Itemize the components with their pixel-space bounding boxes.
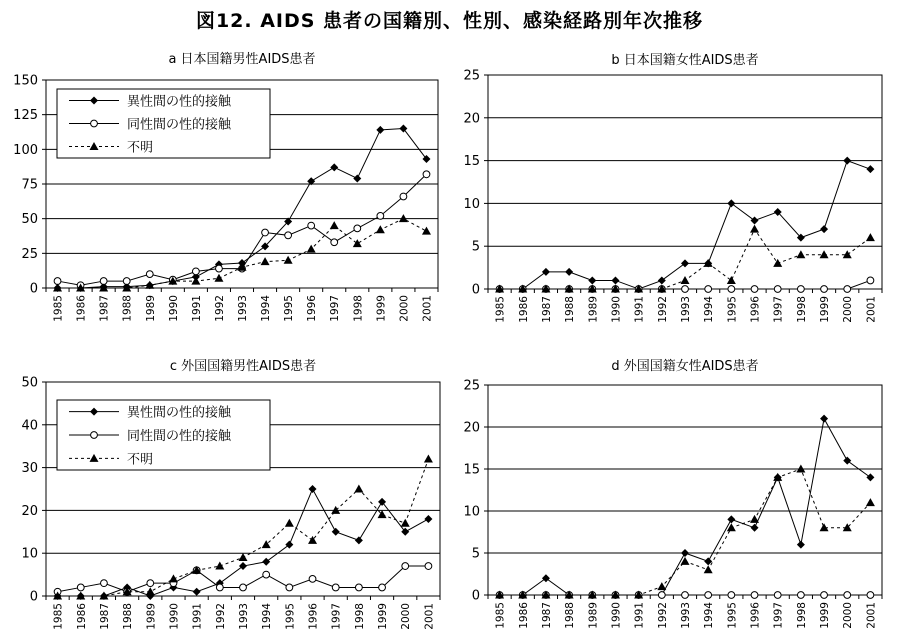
x-tick-label: 1996 — [749, 602, 762, 629]
y-tick-label: 50 — [21, 375, 38, 391]
x-tick-label: 1987 — [540, 602, 553, 629]
data-point-homosexual — [705, 286, 712, 293]
y-tick-label: 30 — [21, 461, 38, 477]
x-tick-label: 1992 — [656, 602, 669, 629]
legend-label-unknown: 不明 — [127, 140, 154, 156]
x-tick-label: 1990 — [168, 603, 181, 630]
x-tick-label: 1990 — [610, 602, 623, 629]
data-point-homosexual — [354, 225, 361, 232]
data-point-homosexual — [797, 286, 804, 293]
y-tick-label: 10 — [463, 504, 480, 520]
x-tick-label: 1993 — [680, 602, 692, 629]
x-tick-label: 1992 — [213, 295, 226, 322]
x-tick-label: 1995 — [284, 603, 297, 630]
x-tick-label: 1987 — [98, 295, 111, 322]
data-point-homosexual — [285, 232, 292, 239]
legend-label-heterosexual: 異性間の性的接触 — [127, 94, 232, 110]
y-tick-label: 15 — [463, 462, 480, 478]
data-point-homosexual — [844, 286, 851, 293]
data-point-homosexual — [192, 268, 199, 275]
data-point-homosexual — [682, 592, 689, 599]
y-tick-label: 20 — [463, 420, 480, 436]
x-tick-label: 1998 — [352, 295, 365, 322]
x-tick-label: 1993 — [238, 603, 250, 630]
chart-c-foreign-male — [21, 358, 440, 630]
data-point-homosexual — [821, 286, 828, 293]
x-tick-label: 1997 — [330, 603, 343, 630]
data-point-homosexual — [377, 212, 384, 219]
chart-d-foreign-female — [463, 358, 882, 629]
data-point-homosexual — [728, 286, 735, 293]
x-tick-label: 1994 — [261, 603, 274, 630]
x-tick-label: 2000 — [400, 603, 413, 630]
x-tick-label: 1989 — [587, 296, 600, 323]
chart-a-japanese-male — [13, 51, 438, 322]
data-point-homosexual — [77, 584, 84, 591]
x-tick-label: 1986 — [517, 602, 530, 629]
data-point-homosexual — [658, 592, 665, 599]
data-point-homosexual — [400, 193, 407, 200]
y-tick-label: 20 — [21, 503, 38, 519]
x-tick-label: 1989 — [587, 602, 600, 629]
y-tick-label: 5 — [471, 546, 480, 562]
y-tick-label: 100 — [13, 142, 38, 158]
y-tick-label: 125 — [13, 108, 38, 124]
x-tick-label: 1997 — [772, 296, 785, 323]
x-tick-label: 1989 — [145, 603, 158, 630]
y-tick-label: 10 — [463, 196, 480, 212]
y-tick-label: 10 — [21, 546, 38, 562]
data-point-homosexual — [216, 265, 223, 272]
y-tick-label: 25 — [463, 68, 480, 84]
data-point-homosexual — [867, 592, 874, 599]
y-tick-label: 0 — [29, 589, 38, 605]
x-tick-label: 1996 — [749, 296, 762, 323]
y-tick-label: 20 — [463, 111, 480, 127]
data-point-homosexual — [216, 584, 223, 591]
y-tick-label: 5 — [471, 239, 480, 255]
x-tick-label: 1990 — [610, 296, 623, 323]
legend-label-heterosexual: 異性間の性的接触 — [127, 405, 232, 421]
data-point-homosexual — [331, 239, 338, 246]
data-point-homosexual — [54, 278, 61, 285]
y-tick-label: 75 — [21, 177, 38, 193]
x-tick-label: 1994 — [260, 295, 273, 322]
x-tick-label: 1988 — [122, 603, 135, 630]
y-tick-label: 0 — [471, 282, 480, 298]
x-tick-label: 1991 — [633, 602, 646, 629]
data-point-homosexual — [100, 278, 107, 285]
data-point-homosexual — [844, 592, 851, 599]
x-tick-label: 1991 — [633, 296, 646, 323]
x-tick-label: 1985 — [494, 602, 507, 629]
x-tick-label: 1987 — [540, 296, 553, 323]
x-tick-label: 2001 — [865, 296, 878, 323]
x-tick-label: 1998 — [353, 603, 366, 630]
x-tick-label: 1999 — [819, 602, 832, 629]
x-tick-label: 1986 — [75, 603, 88, 630]
subplot-title: a 日本国籍男性AIDS患者 — [168, 52, 316, 67]
figure-title: 図12. AIDS 患者の国籍別、性別、感染経路別年次推移 — [195, 10, 704, 32]
x-tick-label: 1999 — [377, 603, 390, 630]
x-tick-label: 1991 — [190, 295, 203, 322]
x-tick-label: 1986 — [517, 296, 530, 323]
x-tick-label: 1996 — [306, 295, 319, 322]
x-tick-label: 1999 — [375, 295, 388, 322]
data-point-homosexual — [751, 286, 758, 293]
data-point-homosexual — [147, 580, 154, 587]
data-point-homosexual — [402, 563, 409, 570]
subplot-title: d 外国国籍女性AIDS患者 — [611, 359, 759, 374]
y-tick-label: 0 — [471, 588, 480, 604]
data-point-homosexual — [240, 584, 247, 591]
data-point-homosexual — [797, 592, 804, 599]
x-tick-label: 2001 — [865, 602, 878, 629]
x-tick-label: 2001 — [423, 603, 436, 630]
legend-marker-homosexual — [91, 120, 98, 127]
data-point-homosexual — [309, 575, 316, 582]
x-tick-label: 1999 — [819, 296, 832, 323]
data-point-homosexual — [728, 592, 735, 599]
data-point-homosexual — [262, 229, 269, 236]
x-tick-label: 1998 — [795, 296, 808, 323]
data-point-homosexual — [751, 592, 758, 599]
x-tick-label: 1988 — [564, 602, 577, 629]
legend-label-homosexual: 同性間の性的接触 — [127, 117, 232, 133]
x-tick-label: 2001 — [421, 295, 434, 322]
data-point-homosexual — [308, 222, 315, 229]
y-tick-label: 25 — [463, 378, 480, 394]
data-point-homosexual — [821, 592, 828, 599]
x-tick-label: 1995 — [726, 296, 739, 323]
x-tick-label: 1992 — [656, 296, 669, 323]
x-tick-label: 2000 — [398, 295, 411, 322]
x-tick-label: 1996 — [307, 603, 320, 630]
x-tick-label: 1993 — [237, 295, 249, 322]
chart-b-japanese-female — [463, 52, 882, 323]
x-tick-label: 1993 — [680, 296, 692, 323]
x-tick-label: 1995 — [726, 602, 739, 629]
data-point-homosexual — [425, 563, 432, 570]
x-tick-label: 1988 — [564, 296, 577, 323]
data-point-homosexual — [286, 584, 293, 591]
x-tick-label: 1986 — [75, 295, 88, 322]
y-tick-label: 40 — [21, 418, 38, 434]
data-point-homosexual — [146, 271, 153, 278]
y-tick-label: 50 — [21, 212, 38, 228]
y-tick-label: 150 — [13, 73, 38, 89]
x-tick-label: 1985 — [494, 296, 507, 323]
legend-marker-homosexual — [91, 432, 98, 439]
x-tick-label: 1994 — [703, 602, 716, 629]
x-tick-label: 1988 — [121, 295, 134, 322]
data-point-homosexual — [774, 286, 781, 293]
data-point-homosexual — [867, 277, 874, 284]
data-point-homosexual — [774, 592, 781, 599]
subplot-title: b 日本国籍女性AIDS患者 — [611, 53, 759, 68]
x-tick-label: 1985 — [52, 295, 65, 322]
legend-label-unknown: 不明 — [127, 452, 154, 468]
legend-label-homosexual: 同性間の性的接触 — [127, 429, 232, 444]
x-tick-label: 1998 — [795, 602, 808, 629]
x-tick-label: 1989 — [144, 295, 157, 322]
x-tick-label: 1995 — [283, 295, 296, 322]
data-point-homosexual — [332, 584, 339, 591]
y-tick-label: 0 — [29, 281, 38, 297]
y-tick-label: 15 — [463, 154, 480, 170]
y-tick-label: 25 — [21, 246, 38, 262]
x-tick-label: 1997 — [772, 602, 785, 629]
subplot-title: c 外国国籍男性AIDS患者 — [169, 359, 317, 374]
data-point-homosexual — [423, 171, 430, 178]
data-point-homosexual — [263, 571, 270, 578]
x-tick-label: 1992 — [214, 603, 227, 630]
x-tick-label: 1991 — [191, 603, 204, 630]
data-point-homosexual — [682, 286, 689, 293]
x-tick-label: 1985 — [52, 603, 65, 630]
x-tick-label: 2000 — [842, 602, 855, 629]
x-tick-label: 2000 — [842, 296, 855, 323]
x-tick-label: 1987 — [98, 603, 111, 630]
x-tick-label: 1994 — [703, 296, 716, 323]
data-point-homosexual — [123, 278, 130, 285]
data-point-homosexual — [379, 584, 386, 591]
data-point-homosexual — [705, 592, 712, 599]
x-tick-label: 1990 — [167, 295, 180, 322]
data-point-homosexual — [355, 584, 362, 591]
x-tick-label: 1997 — [329, 295, 342, 322]
data-point-homosexual — [101, 580, 108, 587]
